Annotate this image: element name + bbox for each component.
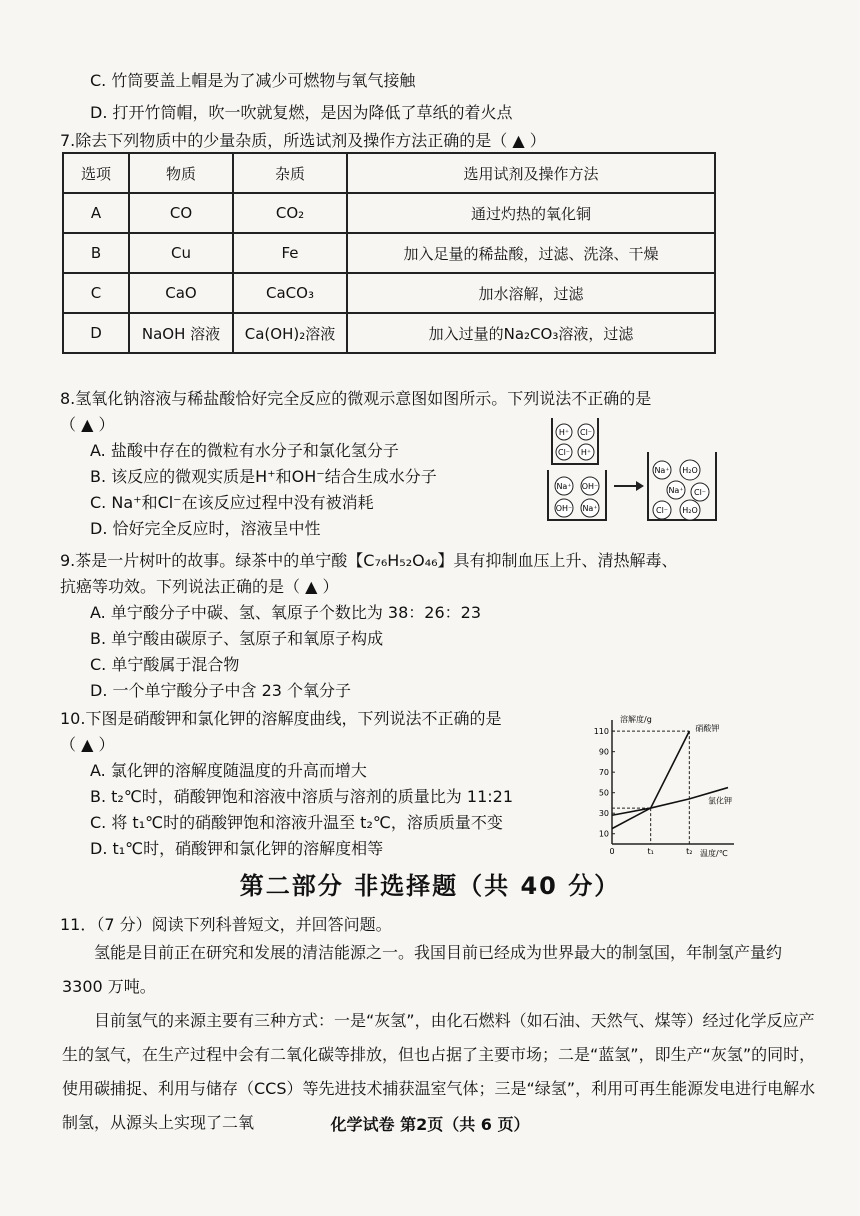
table-cell: D [63, 313, 129, 353]
table-header-row [63, 153, 715, 193]
ion-label: H₂O [682, 466, 698, 475]
x-axis-label: 温度/℃ [700, 849, 728, 858]
table-row [63, 233, 715, 273]
neutralization-diagram [544, 414, 724, 526]
page-footer: 化学试卷 第2页（共 6 页） [330, 1115, 530, 1134]
q7-table [62, 152, 716, 354]
table-cell: CaO [129, 273, 233, 313]
table-cell: 加入过量的Na₂CO₃溶液，过滤 [347, 313, 715, 353]
ion-label: Na⁺ [668, 486, 684, 495]
ion-label: OH⁻ [581, 482, 599, 491]
table-cell: 加水溶解，过滤 [347, 273, 715, 313]
y-tick-label: 10 [598, 829, 609, 839]
table-cell: CO₂ [233, 193, 347, 233]
ion-label: H₂O [682, 506, 698, 515]
q11-paragraph-2: 目前氢气的来源主要有三种方式：一是“灰氢”，由化石燃料（如石油、天然气、煤等）经过化学反应产生的氢气，在生产过程中会有二氧化碳等排放，但也占据了主要市场；二是“蓝氢”，即生产“灰氢”的同时，使用碳捕捉、利用与储存（CCS）等先进技术捕获温室气体；三是“绿氢”，利用可再生能源发电进行电解水制氢，从源头上实现了二氧 [62, 1011, 816, 1132]
solubility-chart [588, 708, 738, 860]
q10-option-d: D. t₁℃时，硝酸钾和氯化钾的溶解度相等 [90, 839, 384, 858]
table-row [63, 273, 715, 313]
ion-label: Cl⁻ [579, 428, 593, 437]
q6-option-c: C. 竹筒要盖上帽是为了减少可燃物与氧气接触 [90, 71, 416, 90]
ion-label: Na⁺ [556, 482, 572, 491]
arrow-head-icon [636, 481, 644, 491]
q8-option-a: A. 盐酸中存在的微粒有水分子和氯化氢分子 [90, 441, 399, 460]
table-cell: C [63, 273, 129, 313]
y-tick-label: 30 [598, 809, 609, 819]
table-cell: 加入足量的稀盐酸，过滤、洗涤、干燥 [347, 233, 715, 273]
table-cell: Ca(OH)₂溶液 [233, 313, 347, 353]
y-tick-label: 50 [598, 788, 609, 798]
q11-stem: 11．（7 分）阅读下列科普短文，并回答问题。 [60, 915, 392, 934]
q10-option-b: B. t₂℃时，硝酸钾饱和溶液中溶质与溶剂的质量比为 11:21 [90, 787, 514, 806]
table-row [63, 193, 715, 233]
ion-label: Na⁺ [654, 466, 670, 475]
q11-paragraph-1: 氢能是目前正在研究和发展的清洁能源之一。我国目前已经成为世界最大的制氢国，年制氢产量约 3300 万吨。 [62, 943, 783, 996]
x-tick-label: t₁ [647, 847, 654, 856]
y-axis-label: 溶解度/g [620, 715, 652, 724]
table-header-cell: 选用试剂及操作方法 [347, 153, 715, 193]
q10-mark: （ ▲ ） [60, 735, 115, 754]
q8-stem: 8.氢氧化钠溶液与稀盐酸恰好完全反应的微观示意图如图所示。下列说法不正确的是 [60, 389, 652, 408]
ion-label: OH⁻ [555, 504, 573, 513]
x-tick-label: t₂ [686, 847, 693, 856]
ion-label: Cl⁻ [693, 488, 707, 497]
ion-label: Cl⁻ [557, 448, 571, 457]
table-row [63, 313, 715, 353]
series-label: 氯化钾 [708, 796, 732, 806]
q10-option-a: A. 氯化钾的溶解度随温度的升高而增大 [90, 761, 367, 780]
q9-option-b: B. 单宁酸由碳原子、氢原子和氧原子构成 [90, 629, 384, 648]
table-cell: CO [129, 193, 233, 233]
table-cell: 通过灼热的氧化铜 [347, 193, 715, 233]
q8-option-b: B. 该反应的微观实质是H⁺和OH⁻结合生成水分子 [90, 467, 437, 486]
table-cell: Fe [233, 233, 347, 273]
table-header-cell: 选项 [63, 153, 129, 193]
y-tick-label: 110 [593, 727, 609, 737]
q9-stem-line2: 抗癌等功效。下列说法正确的是（ ▲ ） [60, 577, 339, 596]
q7-stem: 7.除去下列物质中的少量杂质，所选试剂及操作方法正确的是（ ▲ ） [60, 131, 546, 150]
q8-mark: （ ▲ ） [60, 415, 115, 434]
q9-option-a: A. 单宁酸分子中碳、氢、氧原子个数比为 38：26：23 [90, 603, 482, 622]
table-cell: B [63, 233, 129, 273]
table-cell: A [63, 193, 129, 233]
ion-label: Cl⁻ [655, 506, 669, 515]
q10-option-c: C. 将 t₁℃时的硝酸钾饱和溶液升温至 t₂℃，溶质质量不变 [90, 813, 503, 832]
table-cell: CaCO₃ [233, 273, 347, 313]
ion-label: H⁺ [558, 428, 570, 437]
q8-option-d: D. 恰好完全反应时，溶液呈中性 [90, 519, 321, 538]
q9-option-d: D. 一个单宁酸分子中含 23 个氧分子 [90, 681, 352, 700]
q8-option-c: C. Na⁺和Cl⁻在该反应过程中没有被消耗 [90, 493, 374, 512]
series-label: 硝酸钾 [695, 724, 720, 734]
table-header-cell: 杂质 [233, 153, 347, 193]
q9-stem-line1: 9.茶是一片树叶的故事。绿茶中的单宁酸【C₇₆H₅₂O₄₆】具有抑制血压上升、清热解毒、 [60, 551, 678, 570]
x-tick-label: 0 [609, 847, 615, 856]
y-tick-label: 70 [598, 768, 609, 778]
q6-option-d: D. 打开竹筒帽，吹一吹就复燃，是因为降低了草纸的着火点 [90, 103, 513, 122]
ion-label: Na⁺ [582, 504, 598, 513]
ion-label: H⁺ [580, 448, 592, 457]
table-cell: Cu [129, 233, 233, 273]
q10-stem: 10.下图是硝酸钾和氯化钾的溶解度曲线，下列说法不正确的是 [60, 709, 502, 728]
q9-option-c: C. 单宁酸属于混合物 [90, 655, 240, 674]
part2-title: 第二部分 非选择题（共 40 分） [239, 872, 621, 900]
table-header-cell: 物质 [129, 153, 233, 193]
table-cell: NaOH 溶液 [129, 313, 233, 353]
y-tick-label: 90 [598, 747, 609, 757]
